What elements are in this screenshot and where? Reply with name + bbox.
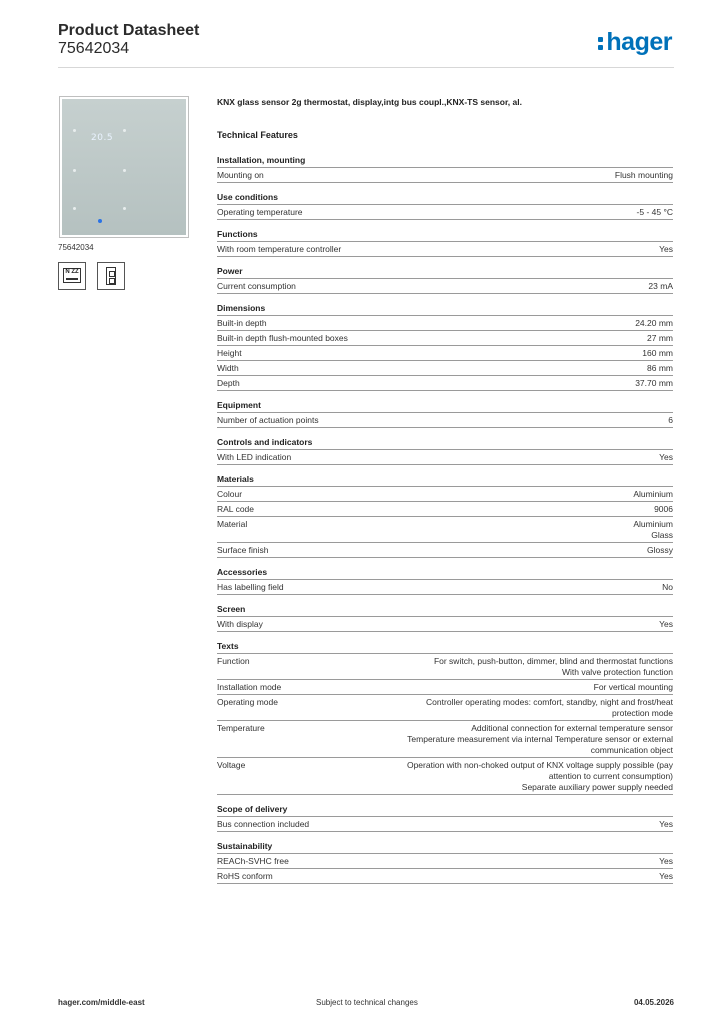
feature-value xyxy=(594,682,673,693)
section-title: Functions xyxy=(217,229,673,242)
section-title: Accessories xyxy=(217,567,673,580)
feature-value xyxy=(635,378,673,389)
header-divider xyxy=(58,67,674,68)
feature-label: Built-in depth xyxy=(217,318,267,328)
feature-row xyxy=(217,346,673,361)
feature-value xyxy=(647,333,673,344)
feature-label: Surface finish xyxy=(217,545,269,555)
product-description: KNX glass sensor 2g thermostat, display,intg bus coupl.,KNX-TS sensor, al. xyxy=(217,97,522,107)
hager-logo xyxy=(598,28,672,57)
feature-label: Material xyxy=(217,519,248,529)
feature-label: REACh-SVHC free xyxy=(217,856,289,866)
feature-value-line: 86 mm xyxy=(647,363,673,373)
feature-label: RAL code xyxy=(217,504,255,514)
feature-value-line: Temperature measurement via internal Temperature sensor or external xyxy=(407,734,673,744)
image-caption: 75642034 xyxy=(58,243,94,252)
document-title: Product Datasheet xyxy=(58,22,200,39)
document-number: 75642034 xyxy=(58,40,130,57)
led-indicator-icon xyxy=(98,219,102,223)
feature-section xyxy=(217,567,673,595)
logo-text: hager xyxy=(606,28,672,56)
section-title: Sustainability xyxy=(217,841,673,854)
feature-label: Operating mode xyxy=(217,697,278,707)
feature-value-line: Yes xyxy=(659,619,673,629)
feature-row xyxy=(217,654,673,680)
feature-value-line: Yes xyxy=(659,856,673,866)
feature-value-line: Glass xyxy=(651,530,673,540)
logo-dots-icon xyxy=(598,34,605,50)
feature-value xyxy=(647,545,673,556)
feature-label: Built-in depth flush-mounted boxes xyxy=(217,333,348,343)
feature-value-line: Flush mounting xyxy=(614,170,673,180)
feature-value-line: No xyxy=(662,582,673,592)
feature-row xyxy=(217,580,673,595)
feature-value xyxy=(659,856,673,867)
section-title: Texts xyxy=(217,641,673,654)
thermostat-display-readout: 20.5 xyxy=(91,133,114,143)
feature-value xyxy=(659,244,673,255)
feature-row xyxy=(217,168,673,183)
feature-row xyxy=(217,869,673,884)
feature-value-line: For switch, push-button, dimmer, blind and thermostat functions xyxy=(433,656,673,666)
feature-value-line: attention to current consumption) xyxy=(548,771,673,781)
feature-row xyxy=(217,517,673,543)
footer-notice: Subject to technical changes xyxy=(316,998,418,1007)
feature-value-line: Aluminium xyxy=(633,519,673,529)
feature-value-line: 27 mm xyxy=(647,333,673,343)
feature-value-line: Additional connection for external temperature sensor xyxy=(471,723,673,733)
feature-section xyxy=(217,192,673,220)
section-title: Installation, mounting xyxy=(217,155,673,168)
feature-value-line: 37.70 mm xyxy=(635,378,673,388)
feature-section xyxy=(217,229,673,257)
feature-row xyxy=(217,487,673,502)
feature-value-line: Glossy xyxy=(647,545,673,555)
feature-row xyxy=(217,543,673,558)
feature-value xyxy=(407,723,673,756)
feature-label: Bus connection included xyxy=(217,819,310,829)
feature-label: Mounting on xyxy=(217,170,264,180)
section-title: Materials xyxy=(217,474,673,487)
feature-value-line: 23 mA xyxy=(648,281,673,291)
feature-value xyxy=(659,871,673,882)
feature-label: RoHS conform xyxy=(217,871,273,881)
feature-row xyxy=(217,758,673,795)
feature-label: Voltage xyxy=(217,760,246,770)
feature-value xyxy=(637,207,673,218)
feature-value xyxy=(647,363,673,374)
feature-row xyxy=(217,331,673,346)
feature-section xyxy=(217,437,673,465)
feature-value xyxy=(407,760,673,793)
feature-label: With display xyxy=(217,619,263,629)
feature-value-line: 24.20 mm xyxy=(635,318,673,328)
feature-value xyxy=(642,348,673,359)
feature-value xyxy=(668,415,673,426)
feature-row xyxy=(217,854,673,869)
feature-value-line: For vertical mounting xyxy=(593,682,673,692)
feature-value-line: communication object xyxy=(590,745,673,755)
feature-row xyxy=(217,316,673,331)
feature-label: Depth xyxy=(217,378,240,388)
feature-row xyxy=(217,376,673,391)
feature-value-line: protection mode xyxy=(612,708,673,718)
feature-label: With room temperature controller xyxy=(217,244,342,254)
feature-section xyxy=(217,804,673,832)
page-footer xyxy=(58,998,674,1010)
feature-section xyxy=(217,841,673,884)
section-title: Dimensions xyxy=(217,303,673,316)
glass-sensor-illustration xyxy=(62,99,186,235)
feature-label: Operating temperature xyxy=(217,207,303,217)
feature-value-line: 9006 xyxy=(654,504,673,514)
feature-value-line: Operation with non-choked output of KNX voltage supply possible (pay xyxy=(406,760,673,770)
feature-section xyxy=(217,604,673,632)
feature-value xyxy=(434,656,673,678)
labelling-field-pictogram-icon xyxy=(58,262,86,290)
feature-label: Current consumption xyxy=(217,281,296,291)
feature-row xyxy=(217,502,673,517)
pictogram-text: N ZZ xyxy=(65,269,79,275)
feature-section xyxy=(217,400,673,428)
feature-label: Number of actuation points xyxy=(217,415,319,425)
feature-section xyxy=(217,266,673,294)
feature-label: Has labelling field xyxy=(217,582,284,592)
feature-value xyxy=(426,697,673,719)
footer-website-link[interactable]: hager.com/middle-east xyxy=(58,998,145,1007)
feature-value-line: Yes xyxy=(659,871,673,881)
feature-label: Width xyxy=(217,363,239,373)
section-title: Use conditions xyxy=(217,192,673,205)
section-title: Scope of delivery xyxy=(217,804,673,817)
feature-value-line: Separate auxiliary power supply needed xyxy=(521,782,673,792)
feature-value-line: Controller operating modes: comfort, standby, night and frost/heat xyxy=(426,697,673,707)
technical-content xyxy=(217,96,673,893)
technical-features-heading: Technical Features xyxy=(217,130,298,140)
section-title: Power xyxy=(217,266,673,279)
feature-label: Function xyxy=(217,656,250,666)
feature-row xyxy=(217,361,673,376)
feature-value-line: -5 - 45 °C xyxy=(636,207,673,217)
feature-label: Colour xyxy=(217,489,243,499)
feature-value-line: 160 mm xyxy=(642,348,673,358)
section-title: Controls and indicators xyxy=(217,437,673,450)
feature-section xyxy=(217,641,673,795)
feature-label: Installation mode xyxy=(217,682,282,692)
feature-value-line: Yes xyxy=(659,819,673,829)
feature-label: Temperature xyxy=(217,723,265,733)
footer-date: 04.05.2026 xyxy=(633,998,674,1007)
feature-value xyxy=(654,504,673,515)
feature-value-line: Aluminium xyxy=(633,489,673,499)
feature-value xyxy=(615,170,673,181)
feature-value xyxy=(648,281,673,292)
feature-row xyxy=(217,450,673,465)
section-title: Equipment xyxy=(217,400,673,413)
product-image xyxy=(59,96,189,238)
feature-label: Height xyxy=(217,348,242,358)
feature-value xyxy=(659,452,673,463)
feature-value xyxy=(662,582,673,593)
feature-value-line: With valve protection function xyxy=(561,667,673,677)
feature-label: With LED indication xyxy=(217,452,292,462)
feature-section xyxy=(217,474,673,558)
feature-value xyxy=(633,519,673,541)
feature-row xyxy=(217,721,673,758)
feature-row xyxy=(217,817,673,832)
feature-row xyxy=(217,413,673,428)
page-header xyxy=(58,22,674,68)
feature-value xyxy=(659,819,673,830)
section-title: Screen xyxy=(217,604,673,617)
feature-value-line: Yes xyxy=(659,244,673,254)
feature-row xyxy=(217,617,673,632)
feature-section xyxy=(217,303,673,391)
feature-row xyxy=(217,205,673,220)
feature-value-line: Yes xyxy=(659,452,673,462)
feature-row xyxy=(217,279,673,294)
feature-value xyxy=(633,489,673,500)
feature-value xyxy=(659,619,673,630)
feature-row xyxy=(217,242,673,257)
feature-row xyxy=(217,680,673,695)
feature-row xyxy=(217,695,673,721)
feature-section xyxy=(217,155,673,183)
feature-sections xyxy=(217,155,673,884)
flush-mounting-pictogram-icon xyxy=(97,262,125,290)
feature-value-line: 6 xyxy=(668,415,673,425)
feature-value xyxy=(635,318,673,329)
